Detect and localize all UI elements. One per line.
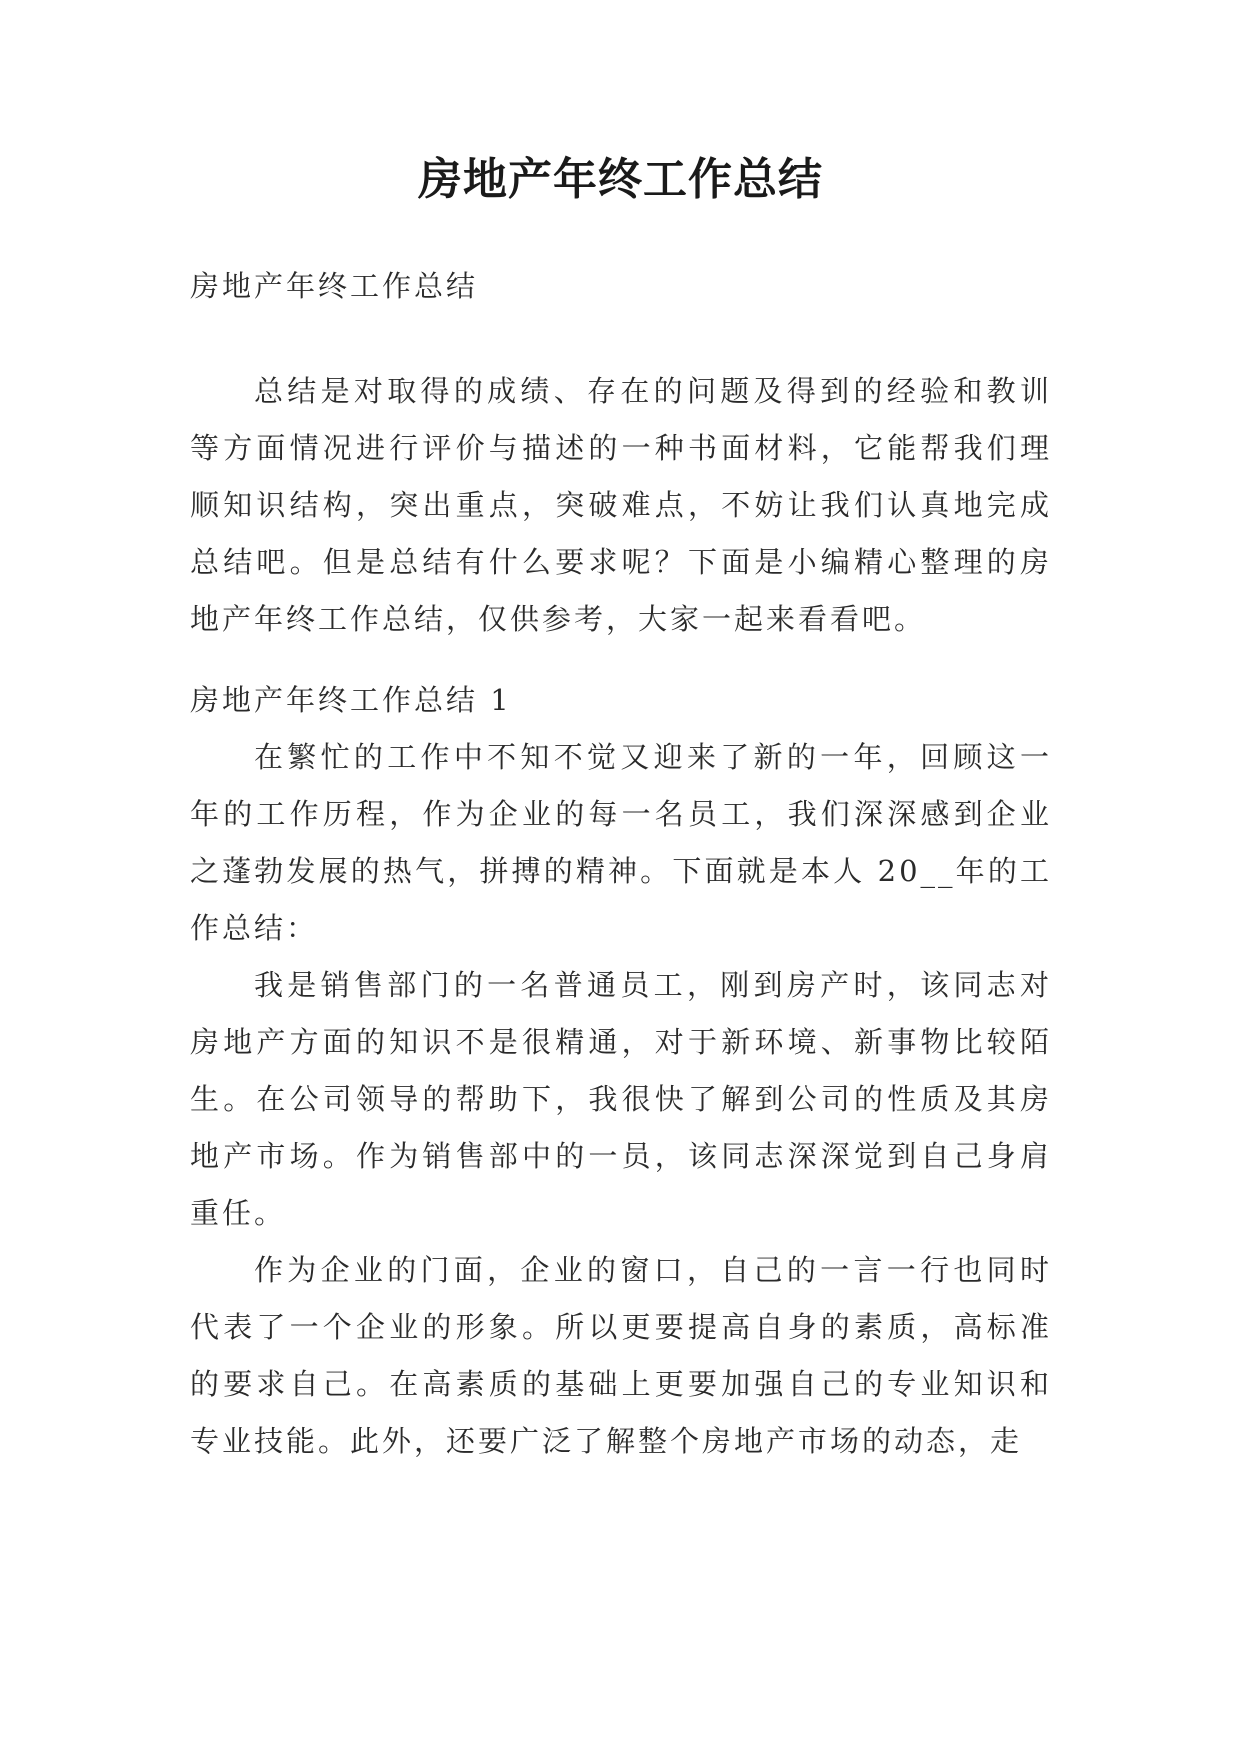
document-title: 房地产年终工作总结 [418,154,823,205]
intro-block [190,363,1052,648]
section-heading: 房地产年终工作总结 1 [190,683,512,717]
body-paragraph-2: 我是销售部门的一名普通员工，刚到房产时，该同志对房地产方面的知识不是很精通，对于新环境、新事物比较陌生。在公司领导的帮助下，我很快了解到公司的性质及其房地产市场。作为销售部中的一员，该同志深深觉到自己身肩重任。 [190,968,1052,1230]
section-body [190,729,1052,1470]
intro-paragraph: 总结是对取得的成绩、存在的问题及得到的经验和教训等方面情况进行评价与描述的一种书面材料，它能帮我们理顺知识结构，突出重点，突破难点，不妨让我们认真地完成总结吧。但是总结有什么要求呢？下面是小编精心整理的房地产年终工作总结，仅供参考，大家一起来看看吧。 [190,374,1052,636]
body-paragraph-1: 在繁忙的工作中不知不觉又迎来了新的一年，回顾这一年的工作历程，作为企业的每一名员工，我们深深感到企业之蓬勃发展的热气，拼搏的精神。下面就是本人 20__年的工作总结： [190,740,1052,945]
body-paragraph-3: 作为企业的门面，企业的窗口，自己的一言一行也同时代表了一个企业的形象。所以更要提高自身的素质，高标准的要求自己。在高素质的基础上更要加强自己的专业知识和专业技能。此外，还要广泛了解整个房地产市场的动态，走 [190,1253,1052,1458]
document-subtitle: 房地产年终工作总结 [190,269,479,303]
